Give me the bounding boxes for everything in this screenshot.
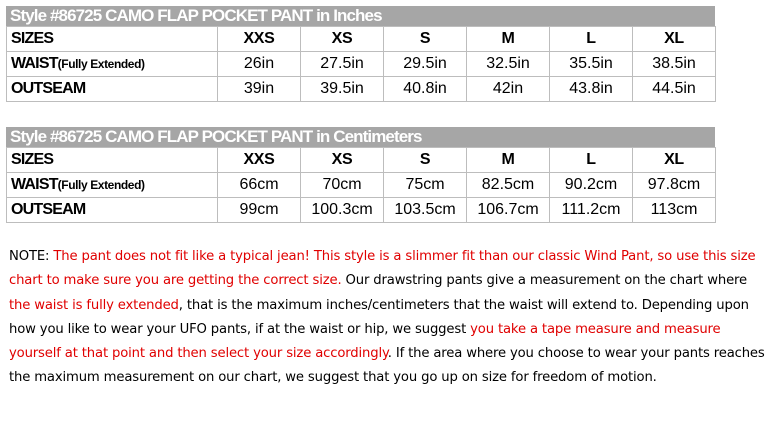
note-measure-advice: you take a tape measure and measure yourself at that point and then select your size accordingly (9, 321, 721, 362)
sizes-label: SIZES (7, 27, 218, 52)
fit-note (9, 245, 769, 391)
waist-value: 70cm (301, 173, 384, 198)
waist-value: 32.5in (467, 52, 550, 77)
waist-label-text: WAIST (11, 176, 58, 193)
note-fit-warning: The pant does not fit like a typical jean! This style is a slimmer fit than our classic Wind Pant, so use this size chart to make sure you are getting the correct size. (9, 249, 756, 289)
outseam-value: 44.5in (633, 77, 716, 102)
outseam-value: 40.8in (384, 77, 467, 102)
outseam-value: 99cm (218, 198, 301, 223)
outseam-value: 111.2cm (550, 198, 633, 223)
waist-value: 29.5in (384, 52, 467, 77)
table-title: Style #86725 CAMO FLAP POCKET PANT in Inches (6, 6, 715, 26)
waist-label-text: WAIST (11, 55, 58, 72)
waist-value: 38.5in (633, 52, 716, 77)
sizes-label: SIZES (7, 148, 218, 173)
note-text: Our drawstring pants give a measurement on the chart where (341, 273, 747, 289)
table-row (7, 173, 716, 198)
size-table (6, 26, 716, 102)
outseam-value: 113cm (633, 198, 716, 223)
outseam-value: 106.7cm (467, 198, 550, 223)
size-header: S (384, 148, 467, 173)
size-header: XS (301, 27, 384, 52)
size-header: S (384, 27, 467, 52)
waist-value: 97.8cm (633, 173, 716, 198)
waist-label (7, 52, 218, 77)
size-table (6, 147, 716, 223)
note-waist-extended: the waist is fully extended (9, 297, 179, 313)
waist-value: 82.5cm (467, 173, 550, 198)
size-header: XXS (218, 27, 301, 52)
table-row (7, 77, 716, 102)
outseam-value: 100.3cm (301, 198, 384, 223)
table-row (7, 52, 716, 77)
size-header: L (550, 27, 633, 52)
size-chart-inches (6, 6, 715, 102)
table-row (7, 198, 716, 223)
outseam-value: 42in (467, 77, 550, 102)
waist-value: 66cm (218, 173, 301, 198)
size-chart-centimeters (6, 127, 715, 223)
size-header: L (550, 148, 633, 173)
outseam-label: OUTSEAM (7, 77, 218, 102)
waist-label (7, 173, 218, 198)
outseam-value: 39.5in (301, 77, 384, 102)
size-header: XL (633, 148, 716, 173)
waist-value: 75cm (384, 173, 467, 198)
size-header: M (467, 148, 550, 173)
note-text: , that is the maximum inches/centimeters that the waist will extend to. Depending upon how you like to wear your UFO pants, if at the waist or hip, we suggest (9, 297, 749, 337)
outseam-label: OUTSEAM (7, 198, 218, 223)
waist-label-sub: (Fully Extended) (57, 178, 145, 192)
size-header: XS (301, 148, 384, 173)
waist-value: 90.2cm (550, 173, 633, 198)
outseam-value: 43.8in (550, 77, 633, 102)
note-prefix: NOTE: (9, 249, 54, 264)
table-row (7, 148, 716, 173)
waist-value: 35.5in (550, 52, 633, 77)
table-row (7, 27, 716, 52)
waist-value: 26in (218, 52, 301, 77)
outseam-value: 103.5cm (384, 198, 467, 223)
waist-label-sub: (Fully Extended) (57, 57, 145, 71)
outseam-value: 39in (218, 77, 301, 102)
waist-value: 27.5in (301, 52, 384, 77)
table-title: Style #86725 CAMO FLAP POCKET PANT in Centimeters (6, 127, 715, 147)
size-header: XXS (218, 148, 301, 173)
note-text: . If the area where you choose to wear your pants reaches the maximum measurement on our chart, we suggest that you go up on size for freedom of motion. (9, 346, 765, 386)
size-header: XL (633, 27, 716, 52)
size-header: M (467, 27, 550, 52)
